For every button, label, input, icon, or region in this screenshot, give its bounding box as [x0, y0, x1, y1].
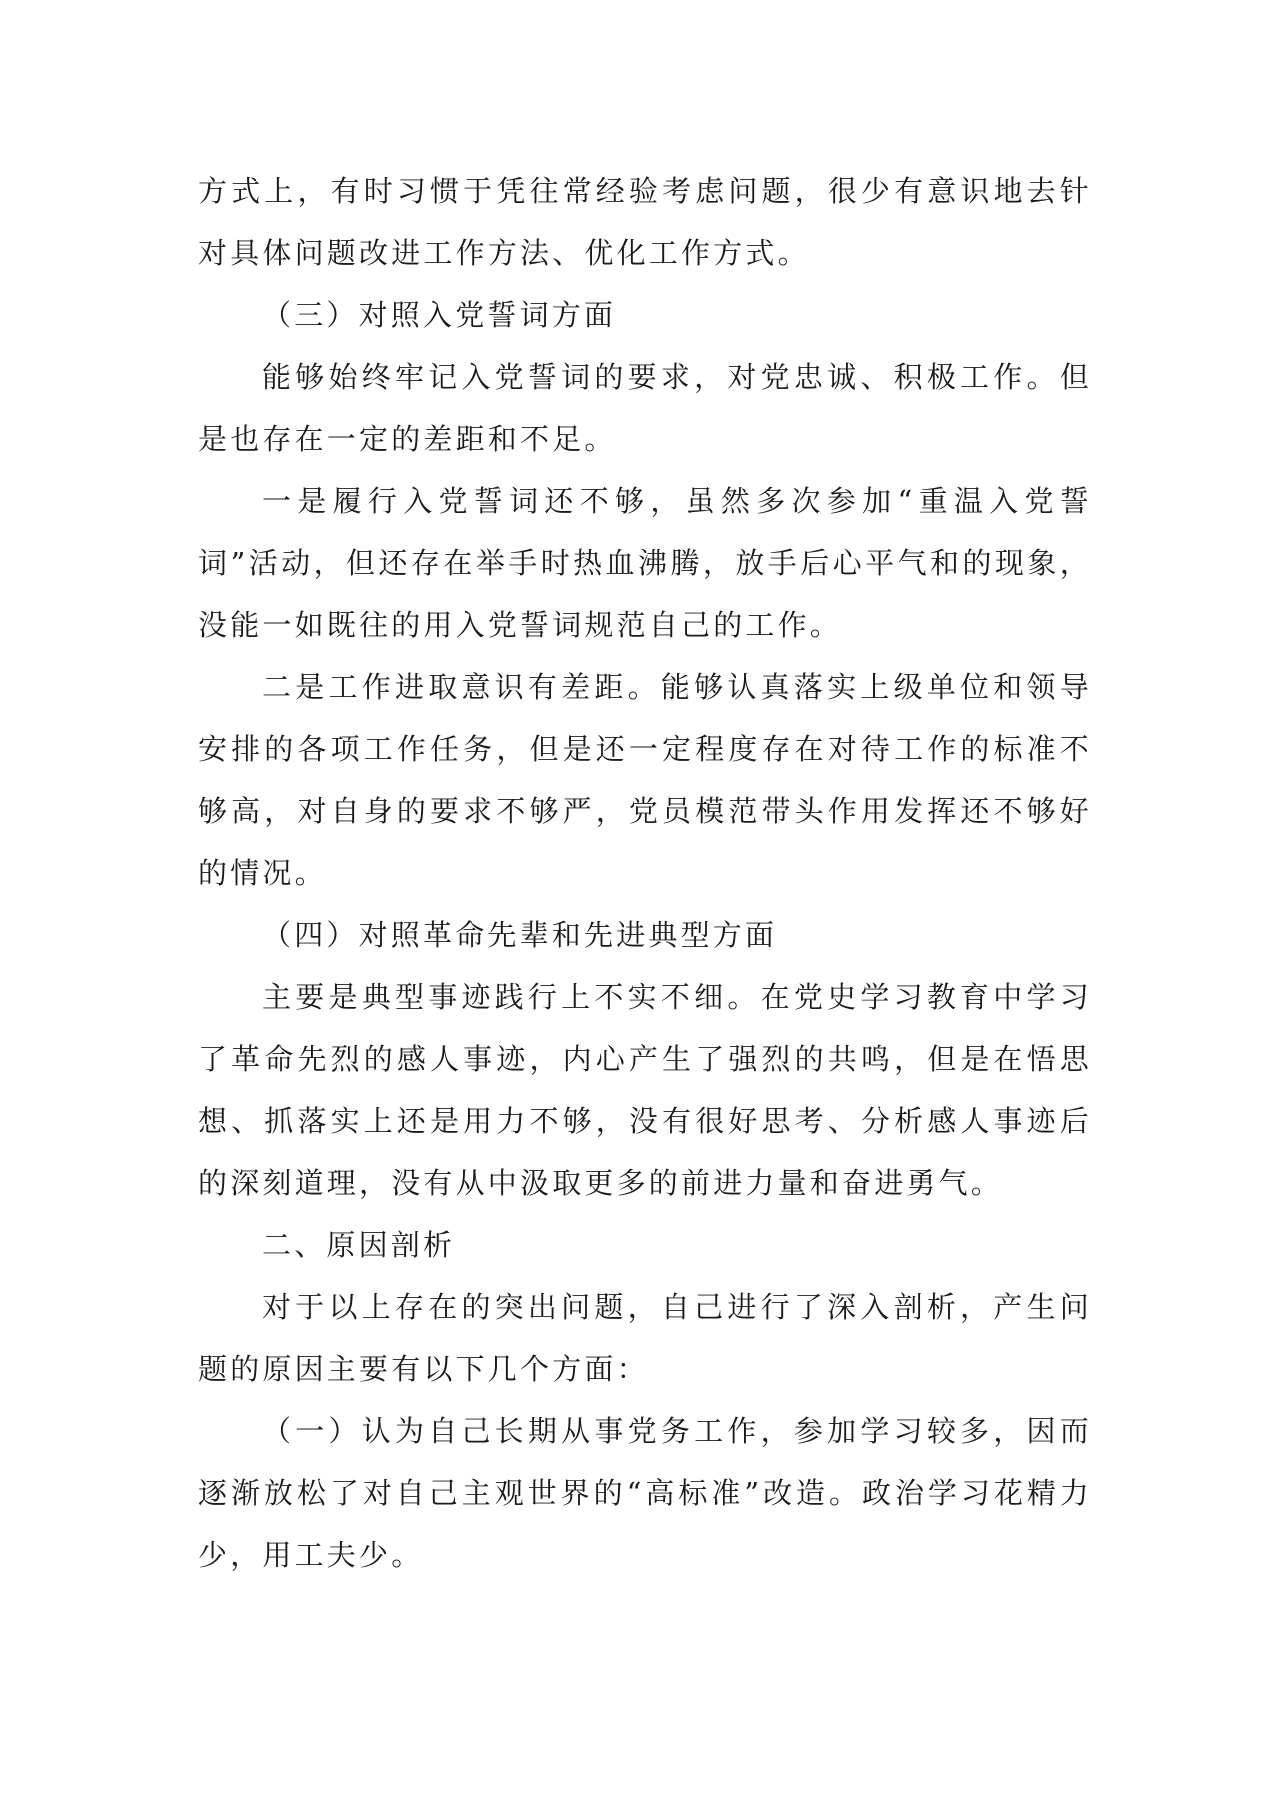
section-heading-4: （四）对照革命先辈和先进典型方面 — [262, 918, 778, 952]
paragraph: 一是履行入党誓词还不够，虽然多次参加“重温入党誓词”活动，但还存在举手时热血沸腾，放手后心平气和的现象，没能一如既往的用入党誓词规范自己的工作。 — [198, 484, 1092, 642]
paragraph: （一）认为自己长期从事党务工作，参加学习较多，因而逐渐放松了对自己主观世界的“高标准”改造。政治学习花精力少，用工夫少。 — [198, 1414, 1092, 1572]
paragraph: 主要是典型事迹践行上不实不细。在党史学习教育中学习了革命先烈的感人事迹，内心产生了强烈的共鸣，但是在悟思想、抓落实上还是用力不够，没有很好思考、分析感人事迹后的深刻道理，没有从中汲取更多的前进力量和奋进勇气。 — [198, 980, 1092, 1200]
document-page — [198, 160, 1092, 1586]
section-heading-3: （三）对照入党誓词方面 — [262, 298, 617, 332]
paragraph: 对于以上存在的突出问题，自己进行了深入剖析，产生问题的原因主要有以下几个方面： — [198, 1290, 1092, 1386]
paragraph: 能够始终牢记入党誓词的要求，对党忠诚、积极工作。但是也存在一定的差距和不足。 — [198, 360, 1092, 456]
chapter-heading-2: 二、原因剖析 — [262, 1228, 456, 1262]
paragraph: 二是工作进取意识有差距。能够认真落实上级单位和领导安排的各项工作任务，但是还一定程度存在对待工作的标准不够高，对自身的要求不够严，党员模范带头作用发挥还不够好的情况。 — [198, 670, 1092, 890]
paragraph-continued: 方式上，有时习惯于凭往常经验考虑问题，很少有意识地去针对具体问题改进工作方法、优化工作方式。 — [198, 174, 1092, 270]
